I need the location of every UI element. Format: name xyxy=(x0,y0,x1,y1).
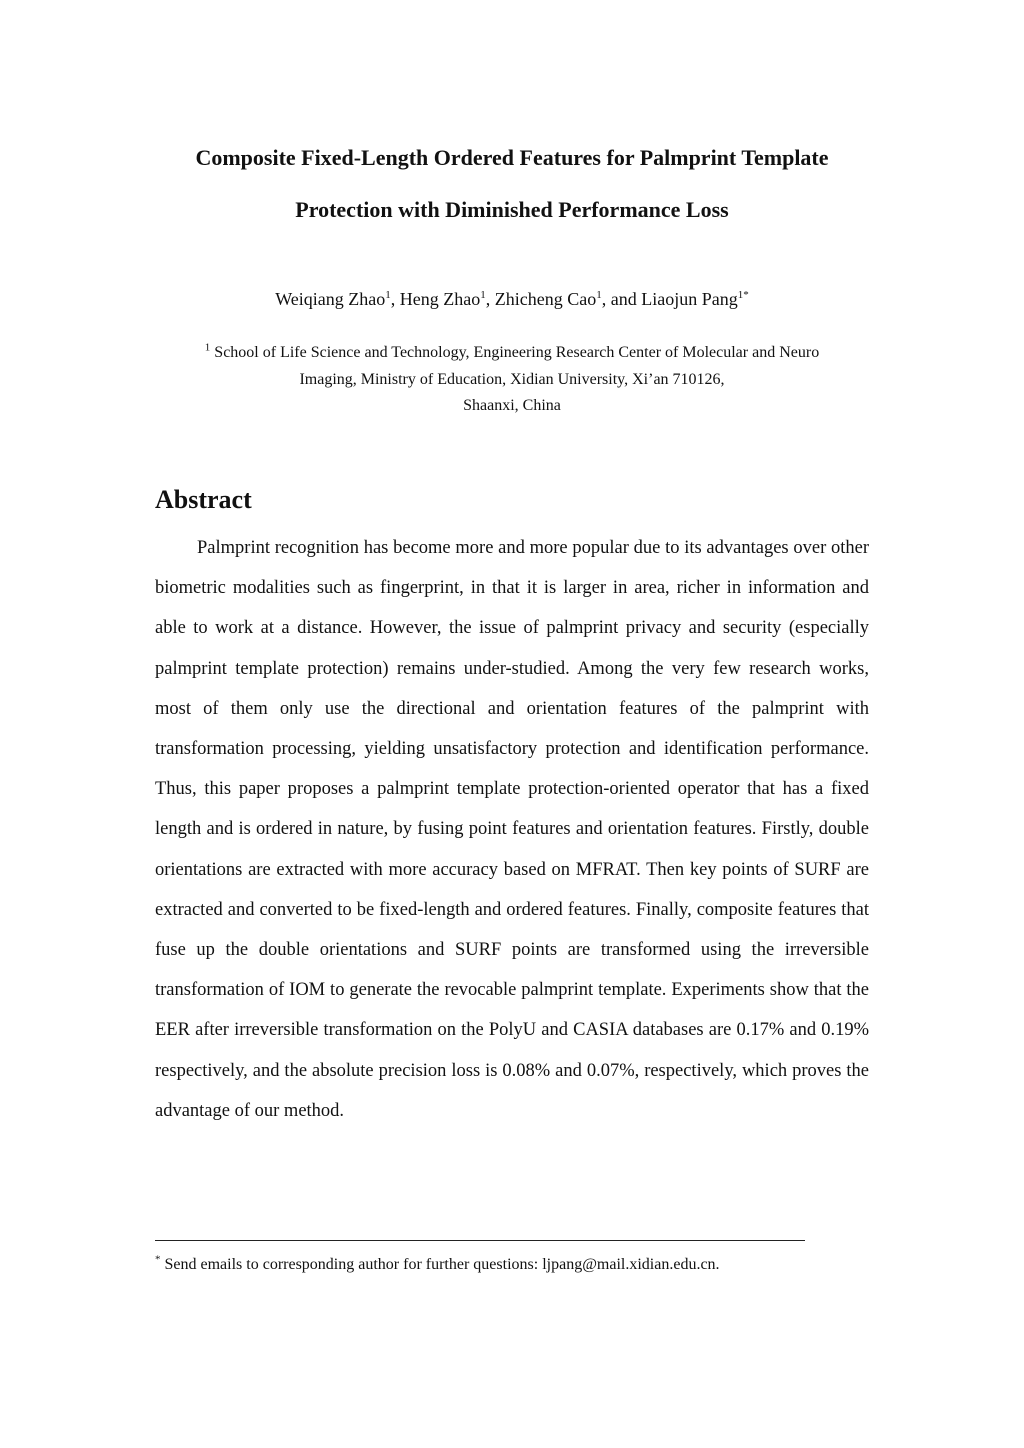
author-separator: , xyxy=(485,289,495,309)
title-line: Protection with Diminished Performance Loss xyxy=(295,197,729,222)
author-name: Heng Zhao xyxy=(399,289,481,309)
author xyxy=(275,289,391,309)
author-affiliation-mark: 1 xyxy=(385,289,391,301)
footnote-divider xyxy=(155,1240,805,1241)
author-corresponding xyxy=(641,289,749,309)
author-affiliation-mark: 1 xyxy=(480,289,486,301)
author-affiliation-mark: 1* xyxy=(737,289,749,301)
author-affiliation-mark: 1 xyxy=(596,289,602,301)
author-list xyxy=(120,284,904,314)
author xyxy=(495,289,602,309)
footnote xyxy=(155,1252,855,1278)
author-name: Weiqiang Zhao xyxy=(275,289,386,309)
author-separator: , xyxy=(390,289,400,309)
footnote-mark: * xyxy=(155,1253,161,1266)
author-name: Liaojun Pang xyxy=(641,289,738,309)
title-line: Composite Fixed-Length Ordered Features for Palmprint Template xyxy=(195,145,829,170)
author-name: Zhicheng Cao xyxy=(494,289,597,309)
affiliation-line xyxy=(150,340,874,367)
affiliation-mark: 1 xyxy=(204,341,211,354)
paper-title xyxy=(120,132,904,236)
affiliation xyxy=(150,340,874,420)
abstract-heading: Abstract xyxy=(155,485,252,514)
affiliation-line: Imaging, Ministry of Education, Xidian University, Xi’an 710126, xyxy=(299,370,725,388)
affiliation-line: Shaanxi, China xyxy=(463,397,561,414)
author-separator: , and xyxy=(601,289,642,309)
abstract-text: Palmprint recognition has become more and more popular due to its advantages over other biometric modalities such as fingerprint, in that it is larger in area, richer in information and able to work at a distance. However, the issue of palmprint privacy and security (especially palmprint template protection) remains under-studied. Among the very few research works, most of them only use the directional and orientation features of the palmprint with transformation processing, yielding unsatisfactory protection and identification performance. Thus, this paper proposes a palmprint template protection-oriented operator that has a fixed length and is ordered in nature, by fusing point features and orientation features. Firstly, double orientations are extracted with more accuracy based on MFRAT. Then key points of SURF are extracted and converted to be fixed-length and ordered features. Finally, composite features that fuse up the double orientations and SURF points are transformed using the irreversible transformation of IOM to generate the revocable palmprint template. Experiments show that the EER after irreversible transformation on the PolyU and CASIA databases are 0.17% and 0.19% respectively, and the absolute precision loss is 0.08% and 0.07%, respectively, which proves the advantage of our method. xyxy=(155,538,869,1121)
affiliation-text: School of Life Science and Technology, Engineering Research Center of Molecular and Neuro xyxy=(214,344,820,361)
author xyxy=(400,289,486,309)
footnote-text: Send emails to corresponding author for further questions: ljpang@mail.xidian.edu.cn. xyxy=(164,1256,720,1273)
